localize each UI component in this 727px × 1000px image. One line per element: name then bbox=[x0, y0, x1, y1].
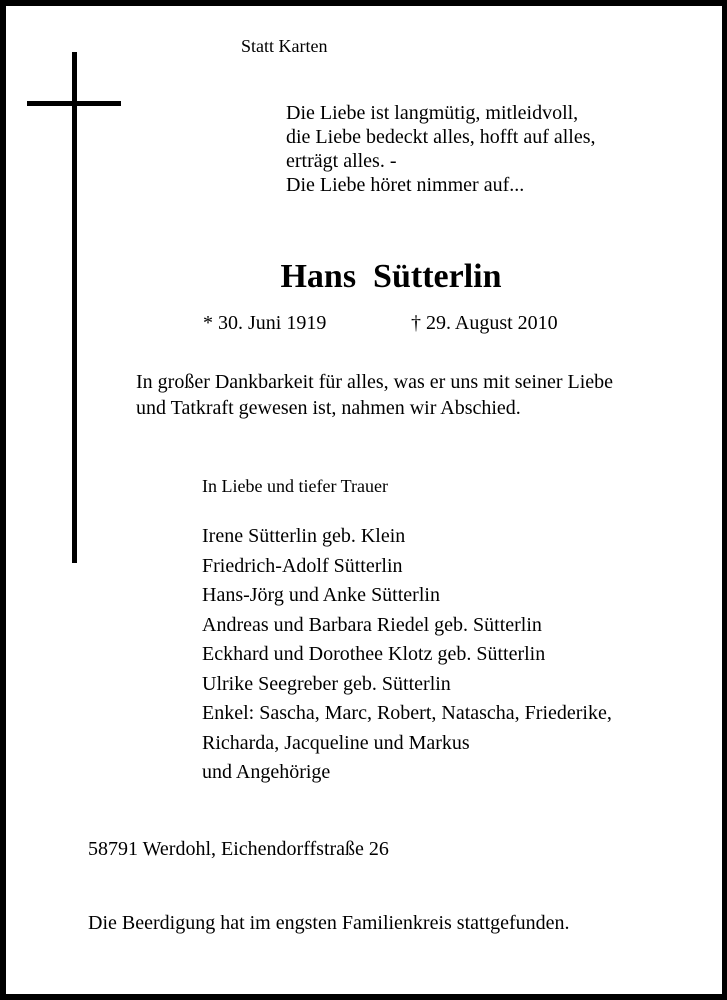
cross-vertical-bar bbox=[72, 52, 77, 563]
statt-karten-label: Statt Karten bbox=[241, 36, 328, 56]
mourning-intro: In Liebe und tiefer Trauer bbox=[202, 476, 388, 496]
mourner-line: Richarda, Jacqueline und Markus bbox=[202, 731, 470, 754]
mourner-line: Friedrich-Adolf Sütterlin bbox=[202, 554, 403, 577]
mourner-line: Eckhard und Dorothee Klotz geb. Sütterlin bbox=[202, 643, 546, 665]
mourner-line: Irene Sütterlin geb. Klein bbox=[202, 525, 406, 547]
cross-horizontal-bar bbox=[27, 101, 121, 106]
verse-line: die Liebe bedeckt alles, hofft auf alles, bbox=[286, 126, 596, 148]
mourner-line: Ulrike Seegreber geb. Sütterlin bbox=[202, 672, 451, 695]
funeral-note: Die Beerdigung hat im engsten Familienkreis stattgefunden. bbox=[88, 912, 570, 934]
verse-line: Die Liebe ist langmütig, mitleidvoll, bbox=[286, 102, 579, 124]
mourner-line: Andreas und Barbara Riedel geb. Sütterlin bbox=[202, 613, 542, 636]
bible-verse bbox=[286, 101, 596, 197]
mourner-line: Enkel: Sascha, Marc, Robert, Natascha, Friederike, bbox=[202, 702, 612, 724]
birth-date: * 30. Juni 1919 bbox=[203, 312, 327, 334]
thanks-line: In großer Dankbarkeit für alles, was er uns mit seiner Liebe bbox=[136, 371, 614, 393]
mourner-line: Hans-Jörg und Anke Sütterlin bbox=[202, 584, 440, 606]
deceased-name: Hans Sütterlin bbox=[280, 258, 502, 295]
death-date: † 29. August 2010 bbox=[411, 312, 558, 334]
thanks-line: und Tatkraft gewesen ist, nahmen wir Abschied. bbox=[136, 397, 521, 419]
family-address: 58791 Werdohl, Eichendorffstraße 26 bbox=[88, 838, 389, 860]
thanks-text bbox=[136, 369, 613, 421]
verse-line: erträgt alles. - bbox=[286, 150, 397, 172]
mourners-list bbox=[202, 522, 612, 788]
obituary-notice bbox=[6, 6, 722, 994]
verse-line: Die Liebe höret nimmer auf... bbox=[286, 174, 525, 196]
mourner-line: und Angehörige bbox=[202, 761, 331, 783]
